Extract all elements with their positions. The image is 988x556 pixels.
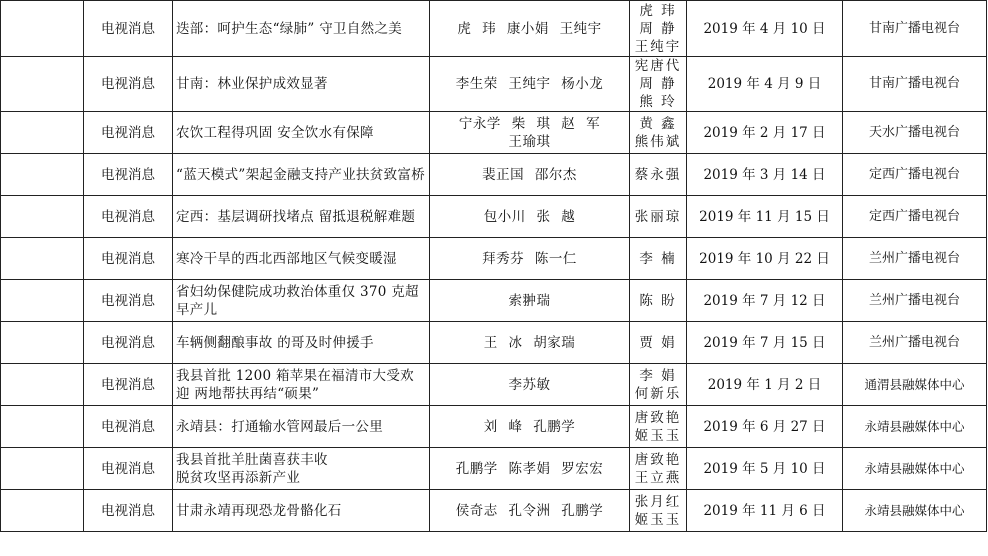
title-cell: 农饮工程得巩固 安全饮水有保障 (173, 112, 430, 154)
date-cell: 2019 年 7 月 15 日 (687, 322, 843, 364)
blank-cell (1, 490, 84, 532)
outlet-cell: 兰州广播电视台 (843, 280, 987, 322)
editors-cell (630, 322, 687, 364)
authors-cell (430, 490, 630, 532)
outlet-cell: 兰州广播电视台 (843, 322, 987, 364)
table-row (1, 238, 987, 280)
date-cell: 2019 年 6 月 27 日 (687, 406, 843, 448)
editor-name: 何新乐 (634, 385, 682, 402)
authors-cell (430, 196, 630, 238)
authors-line: 索翀瑞 (508, 292, 551, 309)
editors-cell (630, 57, 687, 112)
editor-name: 虎 玮 (639, 2, 677, 19)
editor-name: 熊伟斌 (634, 133, 682, 150)
authors-line: 虎 玮 康小娟 王纯宇 (457, 20, 602, 37)
authors-line: 王 冰 胡家瑞 (483, 334, 576, 351)
authors-cell (430, 406, 630, 448)
editor-name: 李 娟 (639, 367, 677, 384)
date-cell: 2019 年 5 月 10 日 (687, 448, 843, 490)
authors-line: 李苏敏 (508, 376, 551, 393)
blank-cell (1, 238, 84, 280)
title-cell: 迭部：呵护生态“绿肺” 守卫自然之美 (173, 1, 430, 57)
editor-name: 张丽琼 (634, 208, 682, 225)
authors-line: 包小川 张 越 (483, 208, 576, 225)
outlet-cell: 永靖县融媒体中心 (843, 406, 987, 448)
authors-cell (430, 238, 630, 280)
title-cell: 我县首批 1200 箱苹果在福清市大受欢迎 两地帮扶再结“硕果” (173, 364, 430, 406)
editors-cell (630, 196, 687, 238)
title-cell: 甘肃永靖再现恐龙骨骼化石 (173, 490, 430, 532)
editor-name: 陈 盼 (639, 292, 677, 309)
title-cell: 车辆侧翻酿事故 的哥及时伸援手 (173, 322, 430, 364)
blank-cell (1, 154, 84, 196)
authors-cell (430, 154, 630, 196)
title-cell: 寒冷干旱的西北西部地区气候变暖湿 (173, 238, 430, 280)
editor-name: 熊 玲 (639, 94, 677, 110)
editors-cell (630, 1, 687, 57)
editor-name: 周 静 (639, 76, 677, 92)
blank-cell (1, 1, 84, 57)
date-cell: 2019 年 4 月 9 日 (687, 57, 843, 112)
outlet-cell: 甘南广播电视台 (843, 57, 987, 112)
title-cell: 甘南：林业保护成效显著 (173, 57, 430, 112)
blank-cell (1, 322, 84, 364)
date-cell: 2019 年 11 月 6 日 (687, 490, 843, 532)
editor-name: 周 静 (639, 20, 677, 37)
editor-name: 贾 娟 (639, 334, 677, 351)
editor-name: 黄 鑫 (639, 115, 677, 132)
outlet-cell: 定西广播电视台 (843, 196, 987, 238)
date-cell: 2019 年 3 月 14 日 (687, 154, 843, 196)
authors-cell (430, 280, 630, 322)
type-cell: 电视消息 (84, 448, 173, 490)
outlet-cell: 永靖县融媒体中心 (843, 490, 987, 532)
type-cell: 电视消息 (84, 322, 173, 364)
editor-name: 唐致艳 (634, 409, 682, 426)
type-cell: 电视消息 (84, 154, 173, 196)
editors-cell (630, 154, 687, 196)
authors-cell (430, 364, 630, 406)
table-row (1, 406, 987, 448)
table-row (1, 490, 987, 532)
editor-name: 张月红 (634, 493, 682, 510)
editor-name: 李 楠 (639, 250, 677, 267)
title-line: 脱贫攻坚再添新产业 (176, 469, 301, 486)
table-row (1, 196, 987, 238)
title-line: 我县首批羊肚菌喜获丰收 (176, 451, 328, 468)
editor-name: 宪唐代 (634, 58, 682, 74)
table-row (1, 57, 987, 112)
authors-cell (430, 112, 630, 154)
table-row (1, 154, 987, 196)
type-cell: 电视消息 (84, 238, 173, 280)
date-cell: 2019 年 11 月 15 日 (687, 196, 843, 238)
table-row (1, 322, 987, 364)
type-cell: 电视消息 (84, 196, 173, 238)
editor-name: 王立燕 (634, 469, 682, 486)
authors-line: 刘 峰 孔鹏学 (483, 418, 576, 435)
type-cell: 电视消息 (84, 57, 173, 112)
type-cell: 电视消息 (84, 364, 173, 406)
editors-cell (630, 448, 687, 490)
title-cell: “蓝天模式”架起金融支持产业扶贫致富桥 (173, 154, 430, 196)
blank-cell (1, 364, 84, 406)
type-cell: 电视消息 (84, 112, 173, 154)
editor-name: 唐致艳 (634, 451, 682, 468)
authors-line: 侯奇志 孔令洲 孔鹏学 (455, 502, 604, 519)
editor-name: 蔡永强 (634, 166, 682, 183)
editor-name: 王纯宇 (634, 38, 682, 55)
date-cell: 2019 年 1 月 2 日 (687, 364, 843, 406)
blank-cell (1, 406, 84, 448)
authors-line: 李生荣 王纯宇 杨小龙 (455, 76, 604, 92)
blank-cell (1, 280, 84, 322)
date-cell: 2019 年 10 月 22 日 (687, 238, 843, 280)
date-cell: 2019 年 7 月 12 日 (687, 280, 843, 322)
authors-line: 孔鹏学 陈孝娟 罗宏宏 (455, 460, 604, 477)
editors-cell (630, 238, 687, 280)
table-body (1, 1, 987, 532)
type-cell: 电视消息 (84, 490, 173, 532)
outlet-cell: 定西广播电视台 (843, 154, 987, 196)
date-cell: 2019 年 4 月 10 日 (687, 1, 843, 57)
authors-line: 拜秀芬 陈一仁 (482, 250, 577, 267)
editors-cell (630, 280, 687, 322)
editor-name: 姬玉玉 (634, 427, 682, 444)
title-cell: 永靖县：打通输水管网最后一公里 (173, 406, 430, 448)
blank-cell (1, 448, 84, 490)
authors-line: 王瑜琪 (508, 133, 551, 150)
table-row (1, 1, 987, 57)
editors-cell (630, 490, 687, 532)
table-row (1, 364, 987, 406)
type-cell: 电视消息 (84, 1, 173, 57)
authors-cell (430, 57, 630, 112)
table-row (1, 280, 987, 322)
authors-cell (430, 448, 630, 490)
title-cell: 定西：基层调研找堵点 留抵退税解难题 (173, 196, 430, 238)
outlet-cell: 天水广播电视台 (843, 112, 987, 154)
date-cell: 2019 年 2 月 17 日 (687, 112, 843, 154)
authors-cell (430, 322, 630, 364)
outlet-cell: 兰州广播电视台 (843, 238, 987, 280)
blank-cell (1, 112, 84, 154)
type-cell: 电视消息 (84, 406, 173, 448)
authors-line: 裴正国 邵尔杰 (482, 166, 577, 183)
outlet-cell: 永靖县融媒体中心 (843, 448, 987, 490)
blank-cell (1, 196, 84, 238)
table-row (1, 112, 987, 154)
editors-cell (630, 364, 687, 406)
blank-cell (1, 57, 84, 112)
authors-line: 宁永学 柴 琪 赵 军 (458, 115, 601, 132)
type-cell: 电视消息 (84, 280, 173, 322)
outlet-cell: 通渭县融媒体中心 (843, 364, 987, 406)
editor-name: 姬玉玉 (634, 511, 682, 528)
authors-cell (430, 1, 630, 57)
editors-cell (630, 406, 687, 448)
title-cell (173, 448, 430, 490)
title-cell: 省妇幼保健院成功救治体重仅 370 克超早产儿 (173, 280, 430, 322)
outlet-cell: 甘南广播电视台 (843, 1, 987, 57)
editors-cell (630, 112, 687, 154)
table-row (1, 448, 987, 490)
